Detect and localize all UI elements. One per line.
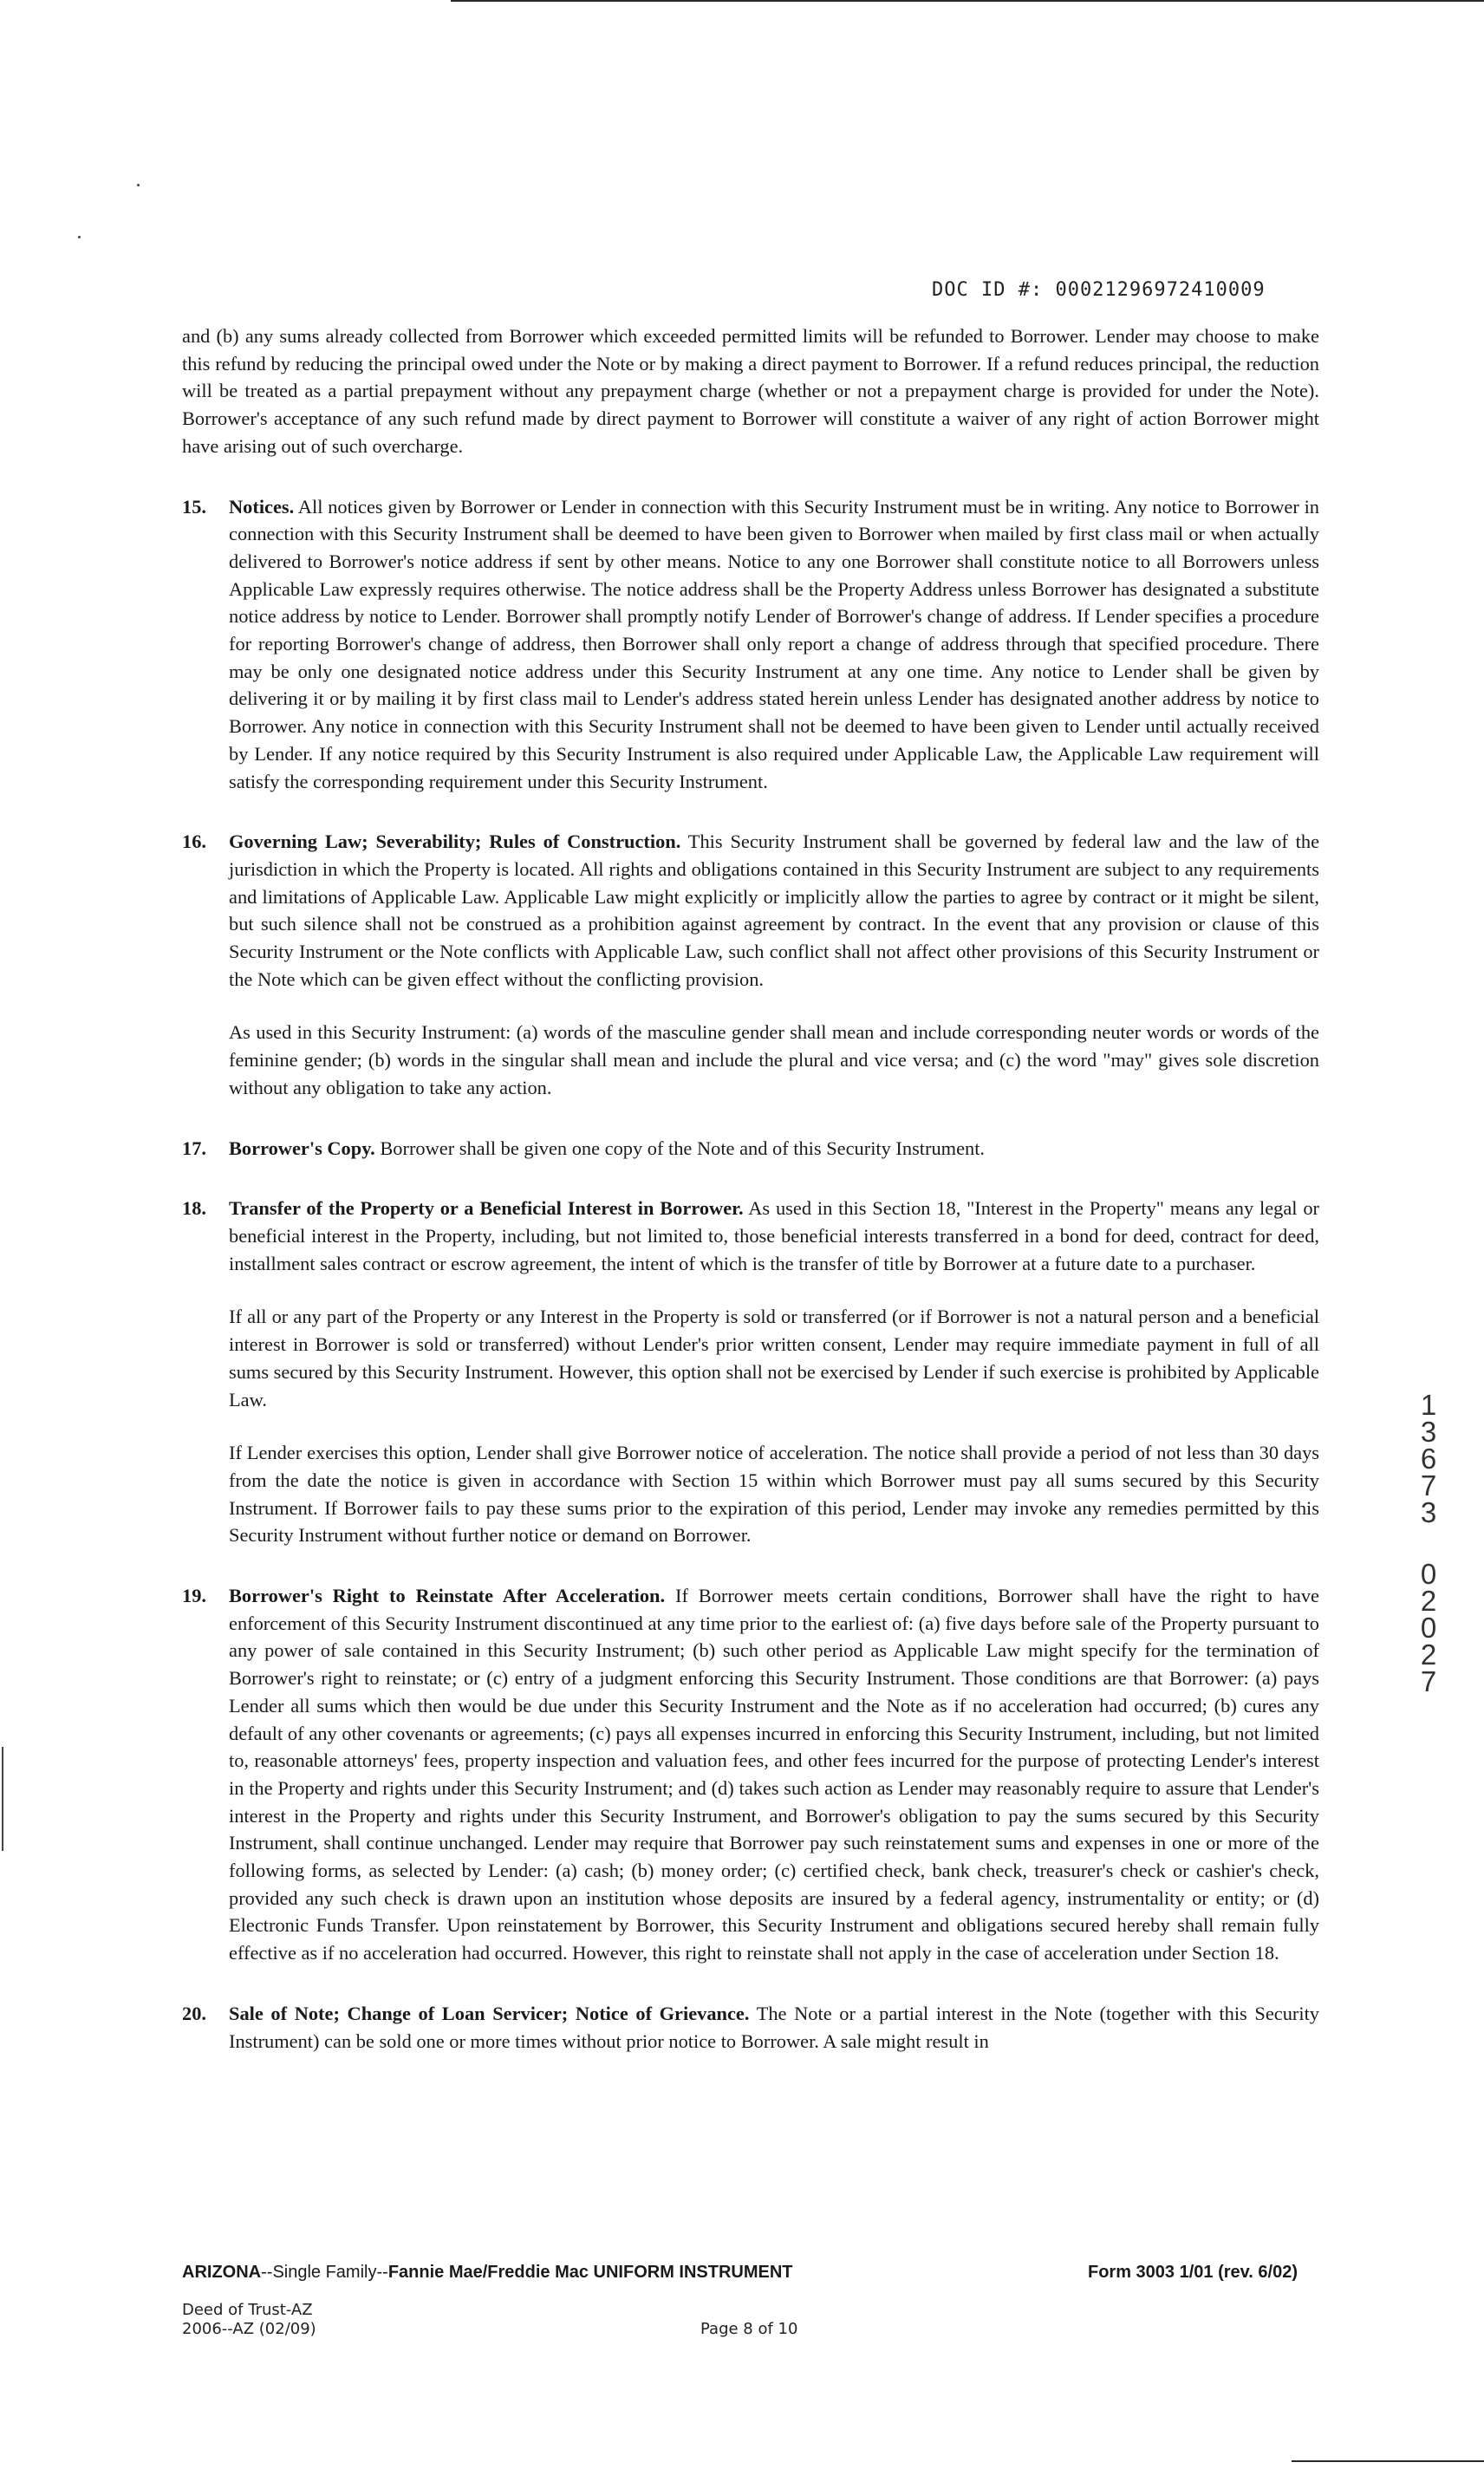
footer-separator: -- <box>376 2263 388 2282</box>
stamp-digit: 1 <box>1420 1389 1437 1421</box>
page-number: Page 8 of 10 <box>700 2320 798 2338</box>
recording-stamp <box>1411 1391 1446 1695</box>
section-title: Governing Law; Severability; Rules of Construction. <box>229 831 681 853</box>
footer-code: 2006--AZ (02/09) <box>182 2320 316 2338</box>
section-number: 17. <box>182 1137 206 1159</box>
scan-border-bottom <box>1292 2460 1484 2462</box>
section-paragraph <box>229 1135 1319 1163</box>
section-20 <box>182 2000 1319 2055</box>
stamp-digit: 2 <box>1420 1638 1437 1671</box>
scan-speck <box>78 236 81 238</box>
scan-speck <box>137 184 140 186</box>
section-number: 16. <box>182 831 206 853</box>
footer-instrument-line <box>182 2263 793 2283</box>
footer-doc-type: Deed of Trust-AZ <box>182 2301 313 2319</box>
doc-id: DOC ID #: 00021296972410009 <box>932 279 1266 301</box>
stamp-digit: 3 <box>1420 1496 1437 1528</box>
section-subparagraph: If all or any part of the Property or any Interest in the Property is sold or transferred (or if Borrower is not a natural person and a beneficial interest in Borrower is sold or transferred) without Lender's prior written consent, Lender may require immediate payment in full of all sums secured by this Security Instrument. However, this option shall not be exercised by Lender if such exercise is prohibited by Applicable Law. <box>229 1306 1319 1410</box>
section-15 <box>182 493 1319 796</box>
footer-codes <box>182 2301 316 2339</box>
section-title: Transfer of the Property or a Beneficial Interest in Borrower. <box>229 1197 744 1220</box>
stamp-digit: 7 <box>1420 1469 1437 1502</box>
section-number: 19. <box>182 1585 206 1607</box>
footer-separator: -- <box>261 2263 273 2282</box>
section-paragraph <box>229 828 1319 993</box>
stamp-digit: 0 <box>1420 1612 1437 1644</box>
footer-state: ARIZONA <box>182 2263 262 2282</box>
section-subparagraph: As used in this Security Instrument: (a) words of the masculine gender shall mean and include corresponding neuter words or words of the feminine gender; (b) words in the singular shall mean and include the plural and vice versa; and (c) the word "may" gives sole discretion without any obligation to take any action. <box>229 1021 1319 1098</box>
section-number: 20. <box>182 2002 206 2024</box>
section-paragraph <box>229 2000 1319 2055</box>
intro-paragraph: and (b) any sums already collected from Borrower which exceeded permitted limits will be refunded to Borrower. Lender may choose to make this refund by reducing the principal owed under the Note or by making a direct payment to Borrower. If a refund reduces principal, the reduction will be treated as a partial prepayment without any prepayment charge (whether or not a prepayment charge is provided for under the Note). Borrower's acceptance of any such refund made by direct payment to Borrower will constitute a waiver of any right of action Borrower might have arising out of such overcharge. <box>182 325 1319 457</box>
section-subparagraph: If Lender exercises this option, Lender shall give Borrower notice of acceleration. The notice shall provide a period of not less than 30 days from the date the notice is given in accordance with Section 15 within which Borrower must pay all sums secured by this Security Instrument. If Borrower fails to pay these sums prior to the expiration of this period, Lender may invoke any remedies permitted by this Security Instrument without further notice or demand on Borrower. <box>229 1442 1319 1547</box>
section-paragraph <box>229 493 1319 796</box>
footer-family: Single Family <box>272 2263 377 2282</box>
section-title: Borrower's Right to Reinstate After Acceleration. <box>229 1585 666 1607</box>
section-text: Borrower shall be given one copy of the Note and of this Security Instrument. <box>380 1137 986 1159</box>
section-text: As used in this Section 18, "Interest in the Property" means any legal or beneficial interest in the Property, including, but not limited to, those beneficial interests transferred in a bond for deed, contract for deed, installment sales contract or escrow agreement, the intent of which is the transfer of title by Borrower at a future date to a purchaser. <box>229 1197 1319 1274</box>
section-paragraph <box>229 1195 1319 1277</box>
stamp-digit: 2 <box>1420 1585 1437 1617</box>
section-title: Notices. <box>229 495 295 518</box>
section-16 <box>182 828 1319 1101</box>
section-17 <box>182 1135 1319 1163</box>
section-number: 15. <box>182 495 206 518</box>
scan-border-left <box>2 1747 3 1851</box>
stamp-digit: 7 <box>1420 1665 1437 1697</box>
scan-border-top <box>451 0 1484 2</box>
section-text: If Borrower meets certain conditions, Borrower shall have the right to have enforcement of this Security Instrument discontinued at any time prior to the earliest of: (a) five days before sale of the Property pursuant to any power of sale contained in this Security Instrument; (b) such other period as Applicable Law might specify for the termination of Borrower's right to reinstate; or (c) entry of a judgment enforcing this Security Instrument. Those conditions are that Borrower: (a) pays Lender all sums which then would be due under this Security Instrument and the Note as if no acceleration had occurred; (b) cures any default of any other covenants or agreements; (c) pays all expenses incurred in enforcing this Security Instrument, including, but not limited to, reasonable attorneys' fees, property inspection and valuation fees, and other fees incurred for the purpose of protecting Lender's interest in the Property and rights under this Security Instrument; and (d) takes such action as Lender may reasonably require to assure that Lender's interest in the Property and rights under this Security Instrument, and Borrower's obligation to pay the sums secured by this Security Instrument, shall continue unchanged. Lender may require that Borrower pay such reinstatement sums and expenses in one or more of the following forms, as selected by Lender: (a) cash; (b) money order; (c) certified check, bank check, treasurer's check or cashier's check, provided any such check is drawn upon an institution whose deposits are insured by a federal agency, instrumentality or entity; or (d) Electronic Funds Transfer. Upon reinstatement by Borrower, this Security Instrument and obligations secured hereby shall remain fully effective as if no acceleration had occurred. However, this right to reinstate shall not apply in the case of acceleration under Section 18. <box>229 1585 1319 1964</box>
stamp-digit: 6 <box>1420 1443 1437 1475</box>
section-text: The Note or a partial interest in the Note (together with this Security Instrument) can be sold one or more times without prior notice to Borrower. A sale might result in <box>229 2002 1319 2052</box>
stamp-digit: 0 <box>1420 1558 1437 1590</box>
stamp-gap <box>1411 1526 1446 1560</box>
section-number: 18. <box>182 1197 206 1220</box>
stamp-digit: 3 <box>1420 1416 1437 1448</box>
section-18 <box>182 1195 1319 1549</box>
footer-instrument: Fannie Mae/Freddie Mac UNIFORM INSTRUMENT <box>387 2263 793 2282</box>
document-body <box>182 322 1319 2055</box>
section-text: This Security Instrument shall be governed by federal law and the law of the jurisdiction in which the Property is located. All rights and obligations contained in this Security Instrument are subject to any requirements and limitations of Applicable Law. Applicable Law might explicitly or implicitly allow the parties to agree by contract or it might be silent, but such silence shall not be construed as a prohibition against agreement by contract. In the event that any provision or clause of this Security Instrument or the Note conflicts with Applicable Law, such conflict shall not affect other provisions of this Security Instrument or the Note which can be given effect without the conflicting provision. <box>229 831 1320 990</box>
footer-form-number: Form 3003 1/01 (rev. 6/02) <box>1088 2263 1298 2282</box>
section-title: Borrower's Copy. <box>229 1137 375 1159</box>
section-title: Sale of Note; Change of Loan Servicer; Notice of Grievance. <box>229 2002 750 2024</box>
section-paragraph <box>229 1582 1319 1967</box>
section-text: All notices given by Borrower or Lender in connection with this Security Instrument must be in writing. Any notice to Borrower in connection with this Security Instrument shall be deemed to have been given to Borrower when mailed by first class mail or when actually delivered to Borrower's notice address if sent by other means. Notice to any one Borrower shall constitute notice to all Borrowers unless Applicable Law expressly requires otherwise. The notice address shall be the Property Address unless Borrower has designated a substitute notice address by notice to Lender. Borrower shall promptly notify Lender of Borrower's change of address. If Lender specifies a procedure for reporting Borrower's change of address, then Borrower shall only report a change of address through that specified procedure. There may be only one designated notice address under this Security Instrument at any one time. Any notice to Lender shall be given by delivering it or by mailing it by first class mail to Lender's address stated herein unless Lender has designated another address by notice to Borrower. Any notice in connection with this Security Instrument shall not be deemed to have been given to Lender until actually received by Lender. If any notice required by this Security Instrument is also required under Applicable Law, the Applicable Law requirement will satisfy the corresponding requirement under this Security Instrument. <box>229 495 1319 792</box>
section-19 <box>182 1582 1319 1967</box>
